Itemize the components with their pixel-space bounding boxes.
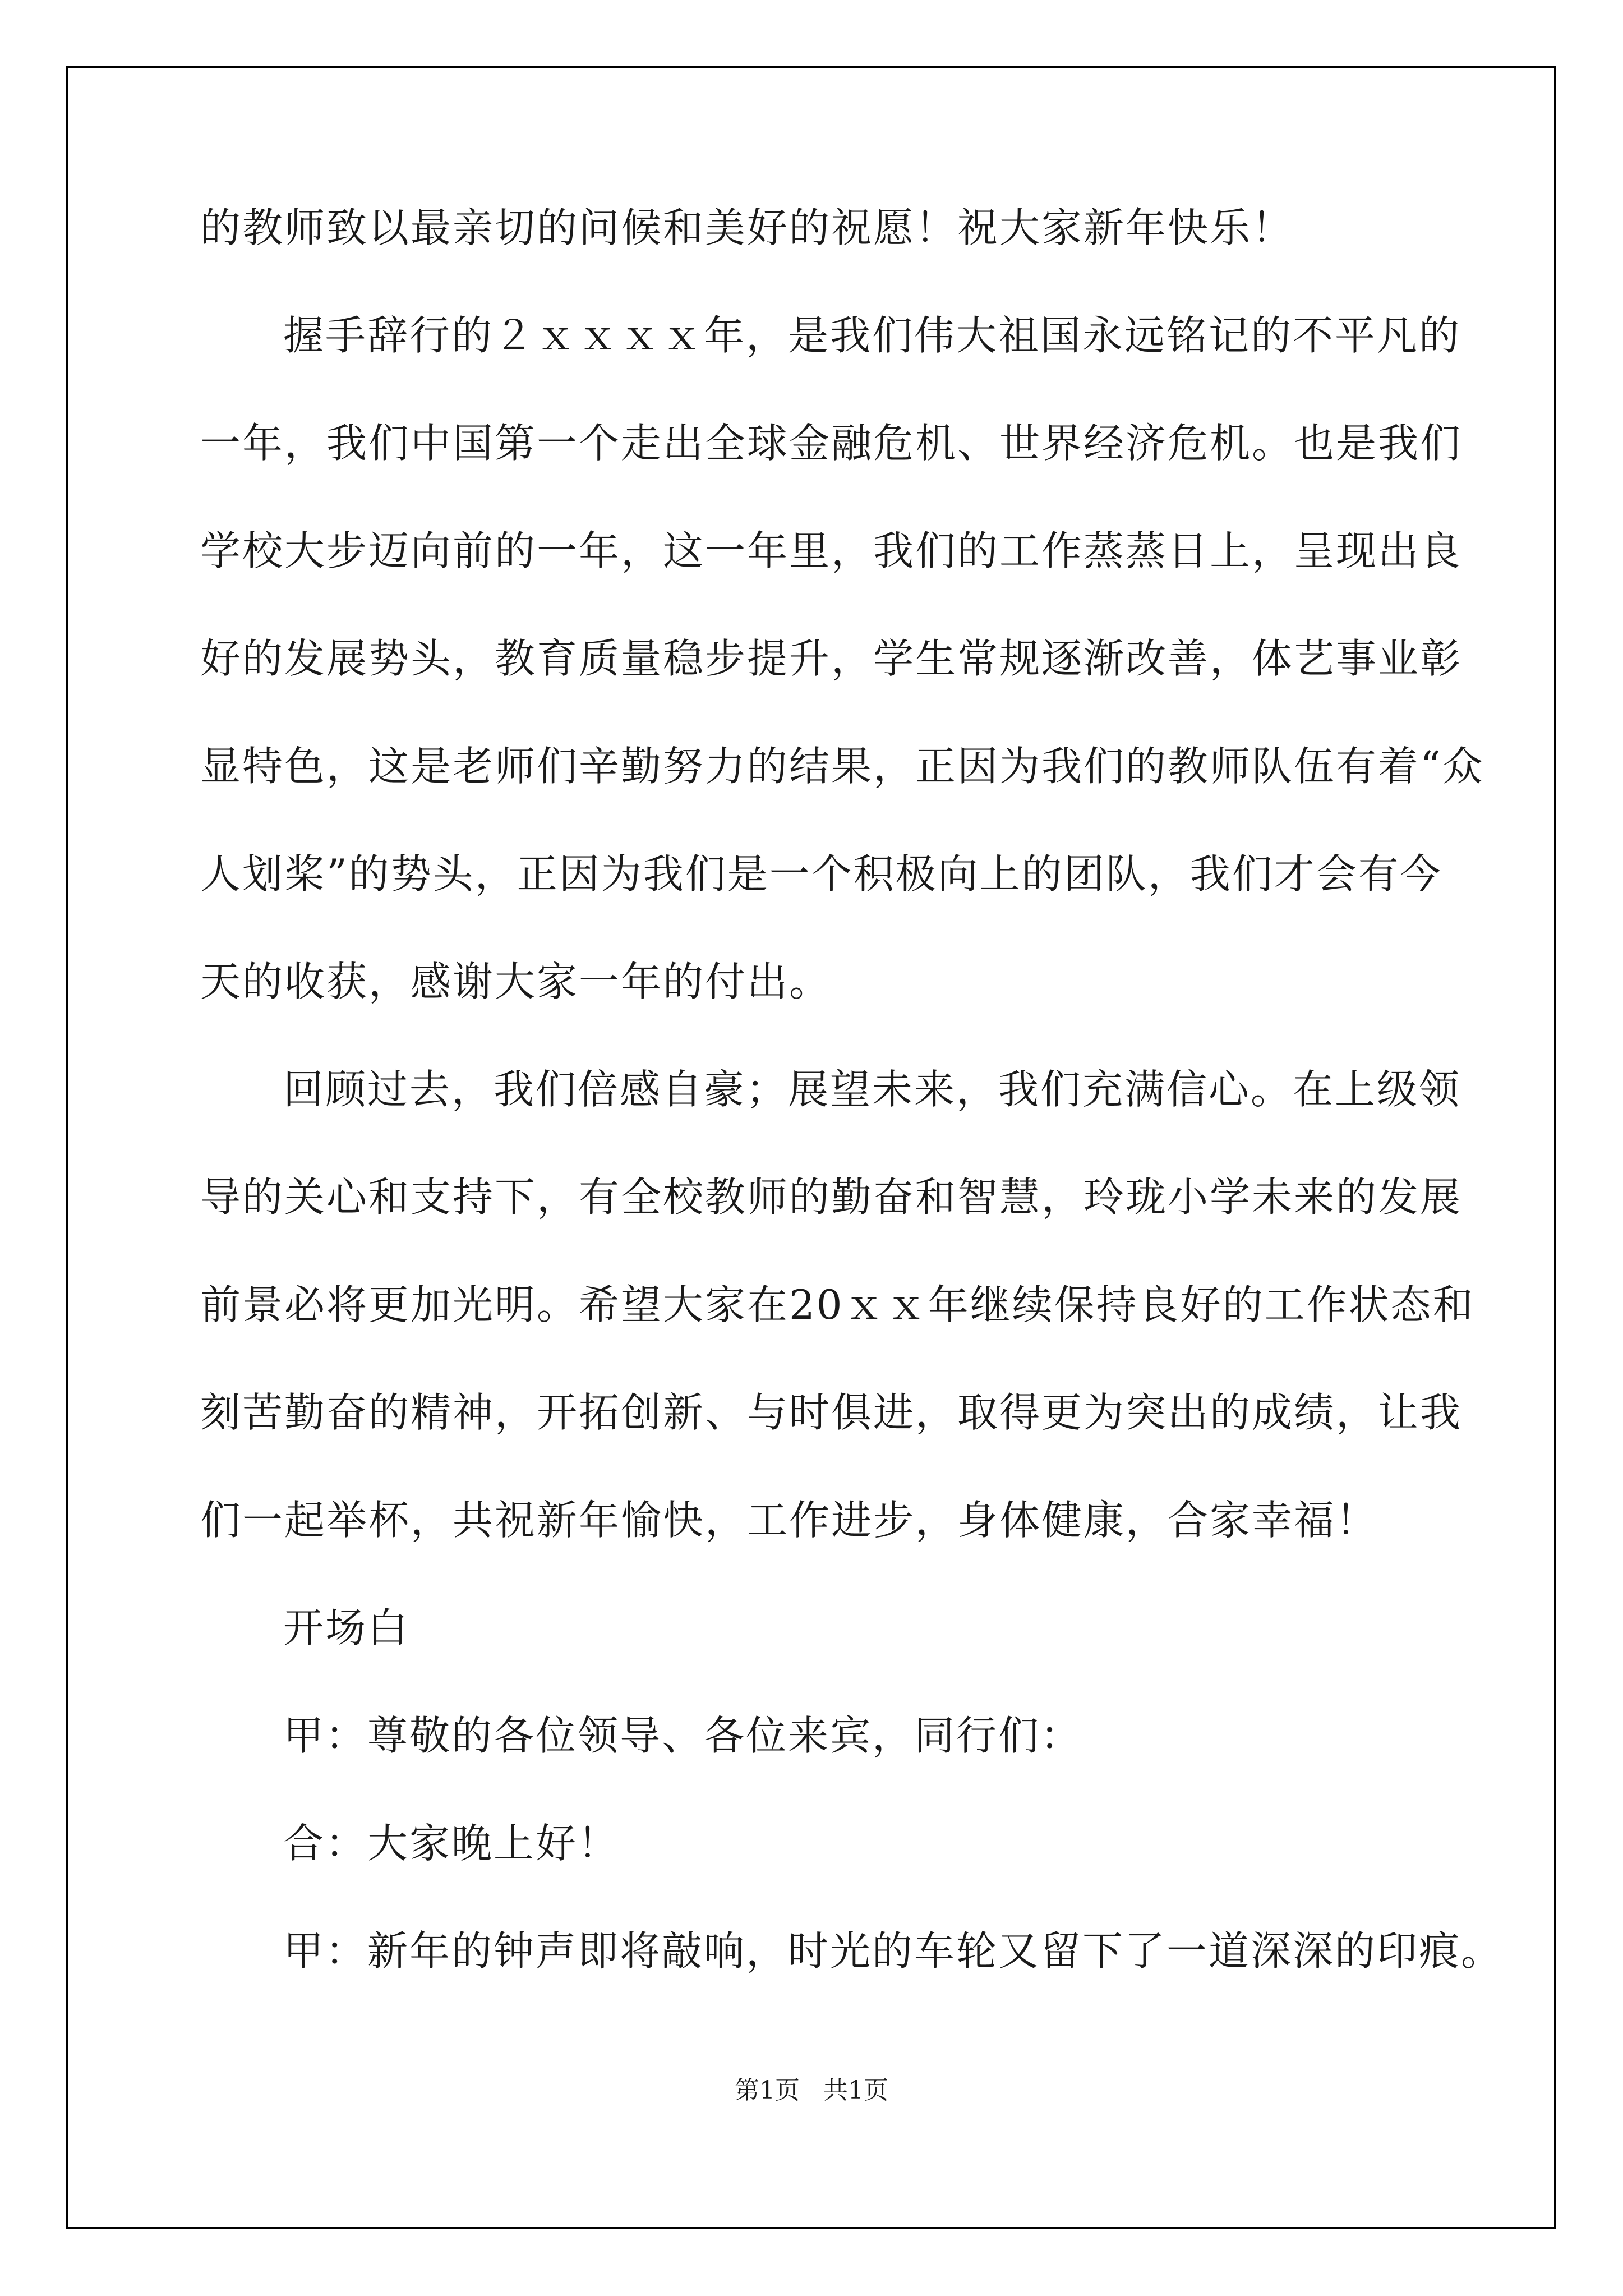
dialogue-line: 甲：新年的钟声即将敲响，时光的车轮又留下了一道深深的印痕。 bbox=[283, 1927, 1504, 1975]
text-line: 前景必将更加光明。希望大家在20ｘｘ年继续保持良好的工作状态和 bbox=[200, 1281, 1475, 1328]
text-line: 好的发展势头，教育质量稳步提升，学生常规逐渐改善，体艺事业彰 bbox=[200, 635, 1463, 682]
text-line: 回顾过去，我们倍感自豪；展望未来，我们充满信心。在上级领 bbox=[283, 1066, 1461, 1113]
document-body bbox=[200, 201, 1504, 2032]
page-total: 共1页 bbox=[823, 2076, 888, 2105]
dialogue-line: 甲：尊敬的各位领导、各位来宾，同行们： bbox=[283, 1712, 1083, 1759]
section-heading: 开场白 bbox=[283, 1604, 410, 1651]
text-line: 的教师致以最亲切的问候和美好的祝愿！祝大家新年快乐！ bbox=[200, 204, 1294, 251]
text-line: 天的收获，感谢大家一年的付出。 bbox=[200, 958, 832, 1005]
page-number: 第1页 bbox=[735, 2076, 800, 2105]
text-line: 显特色，这是老师们辛勤努力的结果，正因为我们的教师队伍有着“众 bbox=[200, 743, 1484, 790]
text-line: 学校大步迈向前的一年，这一年里，我们的工作蒸蒸日上，呈现出良 bbox=[200, 527, 1463, 574]
dialogue-line: 合：大家晚上好！ bbox=[283, 1820, 620, 1867]
text-line: 人划桨”的势头，正因为我们是一个积极向上的团队，我们才会有今 bbox=[200, 850, 1442, 898]
text-line: 握手辞行的２ｘｘｘｘ年，是我们伟大祖国永远铭记的不平凡的 bbox=[283, 312, 1461, 359]
text-line: 们一起举杯，共祝新年愉快，工作进步，身体健康，合家幸福！ bbox=[200, 1497, 1378, 1544]
text-line: 刻苦勤奋的精神，开拓创新、与时俱进，取得更为突出的成绩，让我 bbox=[200, 1389, 1463, 1436]
text-line: 一年，我们中国第一个走出全球金融危机、世界经济危机。也是我们 bbox=[200, 420, 1463, 467]
page-footer bbox=[0, 2070, 1623, 2106]
text-line: 导的关心和支持下，有全校教师的勤奋和智慧，玲珑小学未来的发展 bbox=[200, 1174, 1463, 1221]
